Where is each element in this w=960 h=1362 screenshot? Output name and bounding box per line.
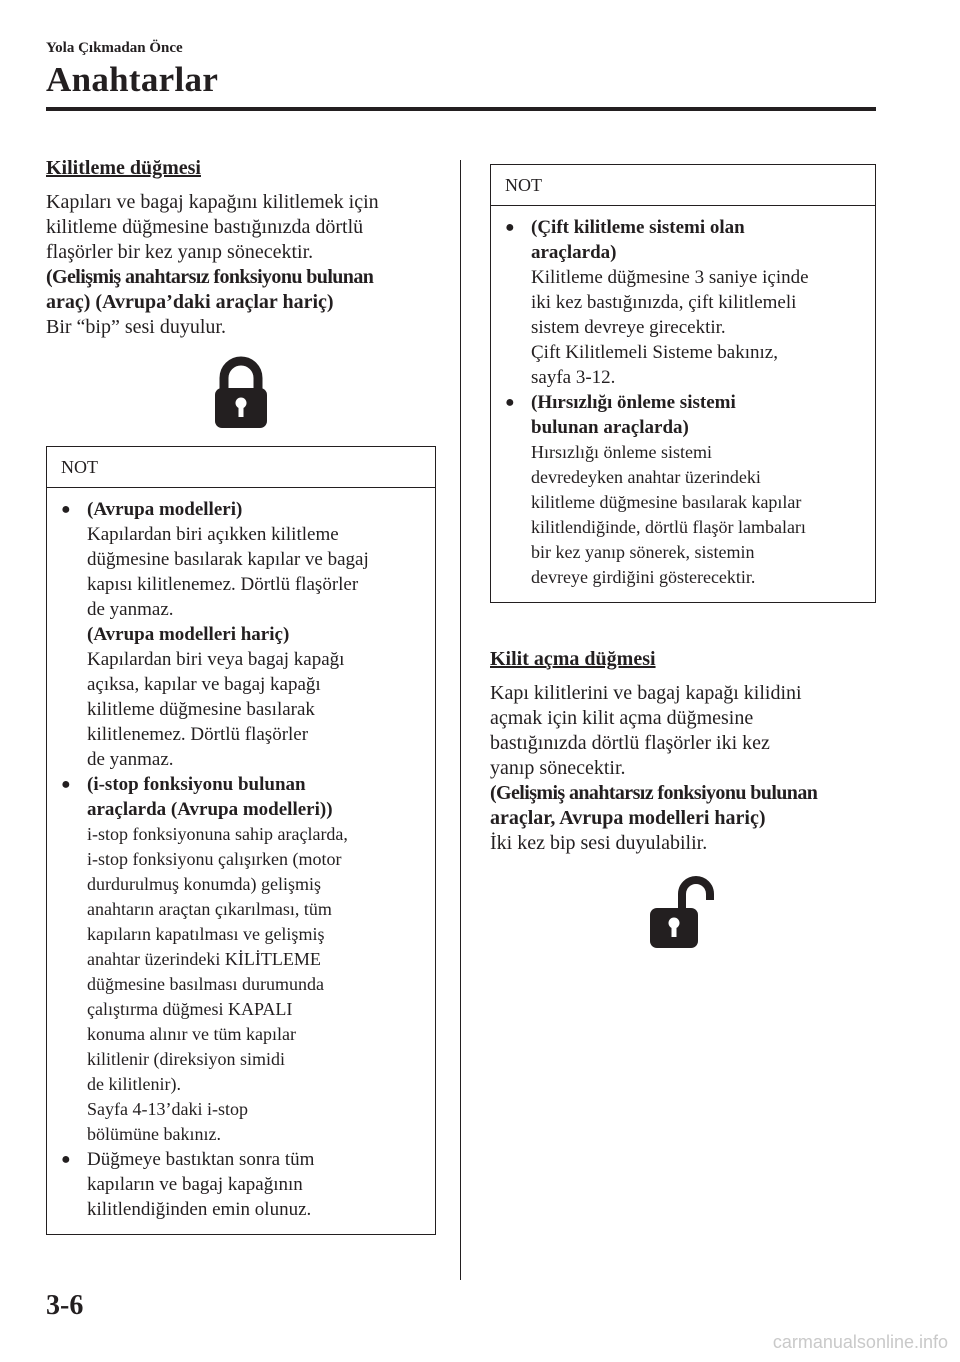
text-line: Çift Kilitlemeli Sisteme bakınız, — [531, 342, 778, 363]
header-divider — [46, 107, 876, 111]
right-column — [490, 164, 876, 966]
text-line: kilitleme düğmesine bastığınızda dörtlü — [46, 216, 364, 238]
text-line: Kapı kilitlerini ve bagaj kapağı kilidini — [490, 682, 802, 704]
note-label: NOT — [47, 447, 435, 488]
bullet-icon: ● — [505, 394, 515, 411]
text-line: kilitlendiğinden emin olunuz. — [87, 1199, 312, 1220]
note-item — [61, 772, 421, 1147]
note-item-title: bulunan araçlarda) — [531, 417, 689, 438]
text-line: i-stop fonksiyonu çalışırken (motor — [87, 849, 342, 869]
note-body — [47, 488, 435, 1234]
text-line: kapısı kilitlenemez. Dörtlü flaşörler — [87, 574, 359, 595]
note-item-title: araçlarda (Avrupa modelleri)) — [87, 799, 333, 820]
section-label: Yola Çıkmadan Önce — [46, 40, 183, 56]
note-item — [61, 1147, 421, 1222]
unlock-button-description — [490, 681, 876, 856]
text-line: Kapılardan biri veya bagaj kapağı — [87, 649, 345, 670]
text-line: de kilitlenir). — [87, 1074, 181, 1094]
page-number: 3-6 — [46, 1290, 84, 1321]
lock-open-icon — [490, 872, 876, 950]
note-label: NOT — [491, 165, 875, 206]
text-line: Hırsızlığı önleme sistemi — [531, 442, 712, 462]
text-line: kilitlendiğinde, dörtlü flaşör lambaları — [531, 517, 806, 537]
condition-line: araçlar, Avrupa modelleri hariç) — [490, 807, 766, 829]
text-line: sayfa 3-12. — [531, 367, 616, 388]
column-divider — [460, 160, 461, 1280]
text-line: İki kez bip sesi duyulabilir. — [490, 832, 708, 854]
note-item-title: (Avrupa modelleri) — [87, 499, 243, 520]
text-line: kapıların ve bagaj kapağının — [87, 1174, 303, 1195]
text-line: Bir “bip” sesi duyulur. — [46, 316, 226, 338]
lock-closed-icon — [46, 356, 436, 430]
note-item-title: (Hırsızlığı önleme sistemi — [531, 392, 736, 413]
note-item-title: (Çift kilitleme sistemi olan — [531, 217, 745, 238]
watermark: carmanualsonline.info — [772, 1332, 948, 1352]
text-line: bir kez yanıp sönerek, sistemin — [531, 542, 755, 562]
bullet-icon: ● — [505, 219, 515, 236]
text-line: Kapıları ve bagaj kapağını kilitlemek için — [46, 191, 379, 213]
left-column — [46, 154, 436, 1235]
condition-line: (Gelişmiş anahtarsız fonksiyonu bulunan — [46, 266, 374, 288]
text-line: yanıp sönecektir. — [490, 757, 626, 779]
text-line: Kilitleme düğmesine 3 saniye içinde — [531, 267, 809, 288]
lock-button-description — [46, 190, 436, 340]
text-line: kilitlenir (direksiyon simidi — [87, 1049, 285, 1069]
note-body — [491, 206, 875, 602]
unlock-button-heading: Kilit açma düğmesi — [490, 648, 656, 670]
text-line: konuma alınır ve tüm kapılar — [87, 1024, 296, 1044]
text-line: devredeyken anahtar üzerindeki — [531, 467, 761, 487]
text-line: sistem devreye girecektir. — [531, 317, 726, 338]
text-line: Düğmeye bastıktan sonra tüm — [87, 1149, 315, 1170]
note-item-title: araçlarda) — [531, 242, 617, 263]
text-line: Sayfa 4-13’daki i-stop — [87, 1099, 248, 1119]
text-line: düğmesine basılarak kapılar ve bagaj — [87, 549, 369, 570]
note-box — [490, 164, 876, 603]
note-item — [505, 215, 861, 390]
text-line: de yanmaz. — [87, 749, 174, 770]
lock-button-heading: Kilitleme düğmesi — [46, 157, 201, 179]
text-line: bastığınızda dörtlü flaşörler iki kez — [490, 732, 770, 754]
text-line: kilitleme düğmesine basılarak kapılar — [531, 492, 802, 512]
page-title: Anahtarlar — [46, 60, 219, 99]
text-line: kilitlenemez. Dörtlü flaşörler — [87, 724, 309, 745]
text-line: çalıştırma düğmesi KAPALI — [87, 999, 293, 1019]
text-line: iki kez bastığınızda, çift kilitlemeli — [531, 292, 797, 313]
text-line: Kapılardan biri açıkken kilitleme — [87, 524, 339, 545]
note-item-title: (i-stop fonksiyonu bulunan — [87, 774, 306, 795]
text-line: bölümüne bakınız. — [87, 1124, 221, 1144]
text-line: durdurulmuş konumda) gelişmiş — [87, 874, 321, 894]
text-line: açıksa, kapılar ve bagaj kapağı — [87, 674, 321, 695]
bullet-icon: ● — [61, 1151, 71, 1168]
text-line: açmak için kilit açma düğmesine — [490, 707, 754, 729]
text-line: flaşörler bir kez yanıp sönecektir. — [46, 241, 314, 263]
note-item — [61, 497, 421, 772]
text-line: düğmesine basılması durumunda — [87, 974, 324, 994]
text-line: kilitleme düğmesine basılarak — [87, 699, 315, 720]
bullet-icon: ● — [61, 501, 71, 518]
text-line: de yanmaz. — [87, 599, 174, 620]
note-item — [505, 390, 861, 590]
text-line: devreye girdiğini gösterecektir. — [531, 567, 756, 587]
bullet-icon: ● — [61, 776, 71, 793]
text-line: kapıların kapatılması ve gelişmiş — [87, 924, 325, 944]
condition-line: araç) (Avrupa’daki araçlar hariç) — [46, 291, 334, 313]
text-line: anahtar üzerindeki KİLİTLEME — [87, 949, 321, 969]
note-item-title: (Avrupa modelleri hariç) — [87, 624, 290, 645]
text-line: anahtarın araçtan çıkarılması, tüm — [87, 899, 332, 919]
condition-line: (Gelişmiş anahtarsız fonksiyonu bulunan — [490, 782, 818, 804]
note-box — [46, 446, 436, 1235]
text-line: i-stop fonksiyonuna sahip araçlarda, — [87, 824, 348, 844]
